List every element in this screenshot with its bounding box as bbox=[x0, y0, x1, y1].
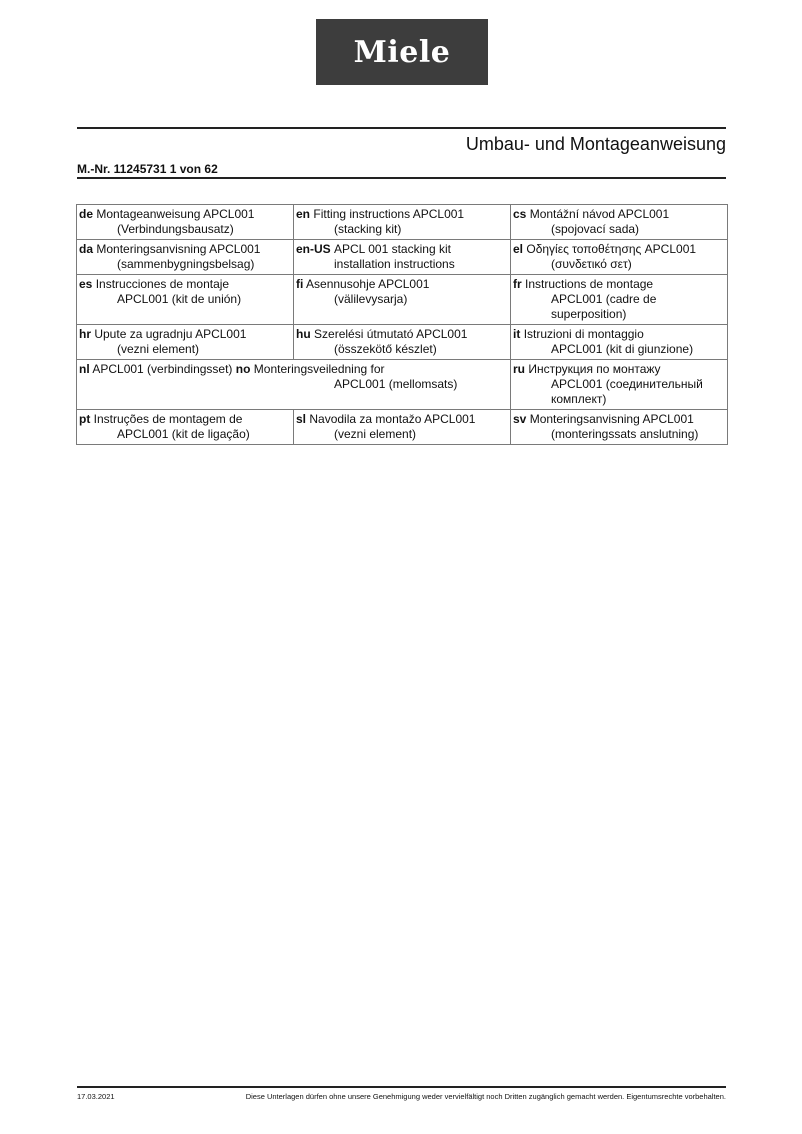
table-cell: fi Asennusohje APCL001 (välilevysarja) bbox=[294, 275, 511, 325]
logo-text: Miele bbox=[353, 34, 451, 70]
table-cell: it Istruzioni di montaggio APCL001 (kit di giunzione) bbox=[511, 325, 728, 360]
page-title: Umbau- und Montageanweisung bbox=[465, 134, 726, 154]
table-cell: da Monteringsanvisning APCL001 (sammenbygningsbelsag) bbox=[77, 240, 294, 275]
table-row bbox=[77, 410, 728, 445]
table-cell: sv Monteringsanvisning APCL001 (monteringssats anslutning) bbox=[511, 410, 728, 445]
table-row bbox=[77, 240, 728, 275]
table-cell: es Instrucciones de montaje APCL001 (kit de unión) bbox=[77, 275, 294, 325]
footer-date: 17.03.2021 bbox=[77, 1092, 115, 1101]
table-cell: hr Upute za ugradnju APCL001 (vezni element) bbox=[77, 325, 294, 360]
copyright-notice: Diese Unterlagen dürfen ohne unsere Genehmigung weder vervielfältigt noch Dritten zugänglich gemacht werden. Eigentumsrechte vorbehalten. bbox=[245, 1092, 726, 1101]
table-cell: el Οδηγίες τοποθέτησης APCL001 (συνδετικό σετ) bbox=[511, 240, 728, 275]
brand-logo bbox=[316, 19, 488, 85]
table-cell: nl APCL001 (verbindingsset) no Monteringsveiledning for APCL001 (mellomsats) bbox=[77, 360, 511, 410]
top-divider bbox=[77, 127, 726, 129]
table-cell: en-US APCL 001 stacking kit installation instructions bbox=[294, 240, 511, 275]
table-cell: hu Szerelési útmutató APCL001 (összekötő készlet) bbox=[294, 325, 511, 360]
language-table bbox=[76, 204, 728, 445]
header-divider bbox=[77, 177, 726, 179]
table-cell: sl Navodila za montažo APCL001 (vezni element) bbox=[294, 410, 511, 445]
table-cell: fr Instructions de montage APCL001 (cadre de superposition) bbox=[511, 275, 728, 325]
table-cell: ru Инструкция по монтажу APCL001 (соединительный комплект) bbox=[511, 360, 728, 410]
table-cell: cs Montážní návod APCL001 (spojovací sada) bbox=[511, 205, 728, 240]
footer-divider bbox=[77, 1086, 726, 1088]
table-row bbox=[77, 275, 728, 325]
table-row bbox=[77, 205, 728, 240]
table-cell: pt Instruções de montagem de APCL001 (kit de ligação) bbox=[77, 410, 294, 445]
table-cell: de Montageanweisung APCL001 (Verbindungsbausatz) bbox=[77, 205, 294, 240]
document-number: M.-Nr. 11245731 1 von 62 bbox=[77, 162, 218, 176]
table-row bbox=[77, 325, 728, 360]
table-row bbox=[77, 360, 728, 410]
table-cell: en Fitting instructions APCL001 (stacking kit) bbox=[294, 205, 511, 240]
